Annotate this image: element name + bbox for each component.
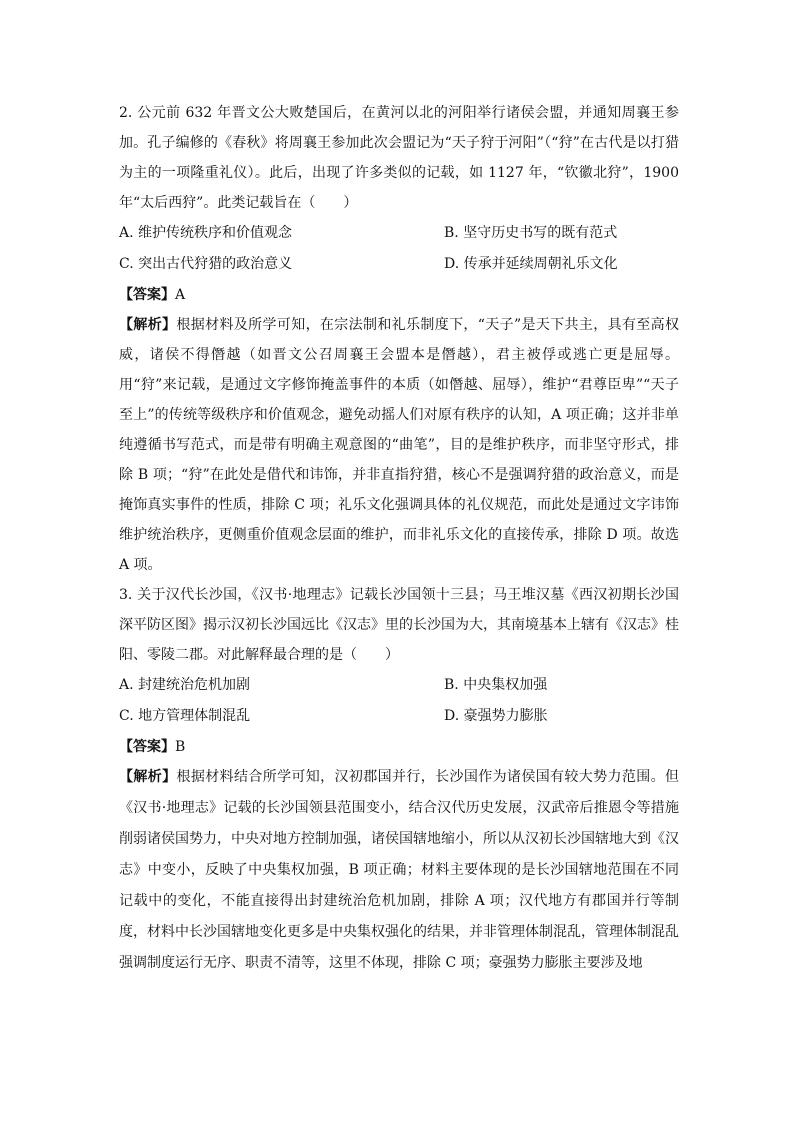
question-2-options: [119, 218, 679, 280]
answer-tag: 【答案】: [119, 739, 175, 755]
analysis-text: 根据材料结合所学可知，汉初郡国并行，长沙国作为诸侯国有较大势力范围。但《汉书·地理志》记载的长沙国领县范围变小，结合汉代历史发展，汉武帝后推恩令等措施削弱诸侯国势力，中央对地方控制加强，诸侯国辖地缩小，所以从汉初长沙国辖地大到《汉志》中变小，反映了中央集权加强，B 项正确；材料主要体现的是长沙国辖地范围在不同记载中的变化，不能直接得出封建统治危机加剧，排除 A 项；汉代地方有郡国并行等制度，材料中长沙国辖地变化更多是中央集权强化的结果，并非管理体制混乱，管理体制混乱强调制度运行无序、职责不清等，这里不体现，排除 C 项；豪强势力膨胀主要涉及地: [119, 769, 680, 971]
question-3-stem: 3. 关于汉代长沙国，《汉书·地理志》记载长沙国领十三县；马王堆汉墓《西汉初期长沙国深平防区图》揭示汉初长沙国远比《汉志》里的长沙国为大，其南境基本上辖有《汉志》桂阳、零陵二郡。对此解释最合理的是（ ）: [119, 587, 679, 663]
question-3-option-d: D. 豪强势力膨胀: [444, 708, 548, 724]
question-2-option-c: C. 突出古代狩猎的政治意义: [119, 256, 293, 272]
question-2-analysis: [119, 310, 679, 580]
question-3-option-c: C. 地方管理体制混乱: [119, 708, 251, 724]
question-3-option-a: A. 封建统治危机加剧: [119, 677, 251, 693]
answer-value: B: [175, 739, 186, 755]
analysis-tag: 【解析】: [119, 769, 177, 785]
answer-value: A: [175, 287, 186, 303]
question-2-option-a: A. 维护传统秩序和价值观念: [119, 225, 293, 241]
question-3-option-b: B. 中央集权加强: [444, 677, 548, 693]
document-content: [119, 98, 679, 979]
question-3-analysis: [119, 762, 679, 979]
question-3-options: [119, 670, 679, 732]
analysis-text: 根据材料及所学可知，在宗法制和礼乐制度下，“天子”是天下共主，具有至高权威，诸侯不得僭越（如晋文公召周襄王会盟本是僭越），君主被俘或逃亡更是屈辱。用“狩”来记载，是通过文字修饰掩盖事件的本质（如僭越、屈辱），维护“君尊臣卑”“天子至上”的传统等级秩序和价值观念，避免动摇人们对原有秩序的认知，A 项正确；这并非单纯遵循书写范式，而是带有明确主观意图的“曲笔”，目的是维护秩序，而非坚守形式，排除 B 项；“狩”在此处是借代和讳饰，并非直指狩猎，核心不是强调狩猎的政治意义，而是掩饰真实事件的性质，排除 C 项；礼乐文化强调具体的礼仪规范，而此处是通过文字讳饰维护统治秩序，更侧重价值观念层面的维护，而非礼乐文化的直接传承，排除 D 项。故选 A 项。: [119, 317, 680, 573]
question-3-answer: [119, 732, 679, 762]
question-2-option-d: D. 传承并延续周朝礼乐文化: [444, 256, 618, 272]
question-2-option-b: B. 坚守历史书写的既有范式: [444, 225, 618, 241]
answer-tag: 【答案】: [119, 287, 175, 303]
question-2-stem: 2. 公元前 632 年晋文公大败楚国后，在黄河以北的河阳举行诸侯会盟，并通知周襄王参加。孔子编修的《春秋》将周襄王参加此次会盟记为“天子狩于河阳”（“狩”在古代是以打猎为主的一项隆重礼仪）。此后，出现了许多类似的记载，如 1127 年，“钦徽北狩”，1900 年“太后西狩”。此类记载旨在（ ）: [119, 105, 679, 211]
analysis-tag: 【解析】: [119, 317, 177, 333]
question-2-answer: [119, 280, 679, 310]
